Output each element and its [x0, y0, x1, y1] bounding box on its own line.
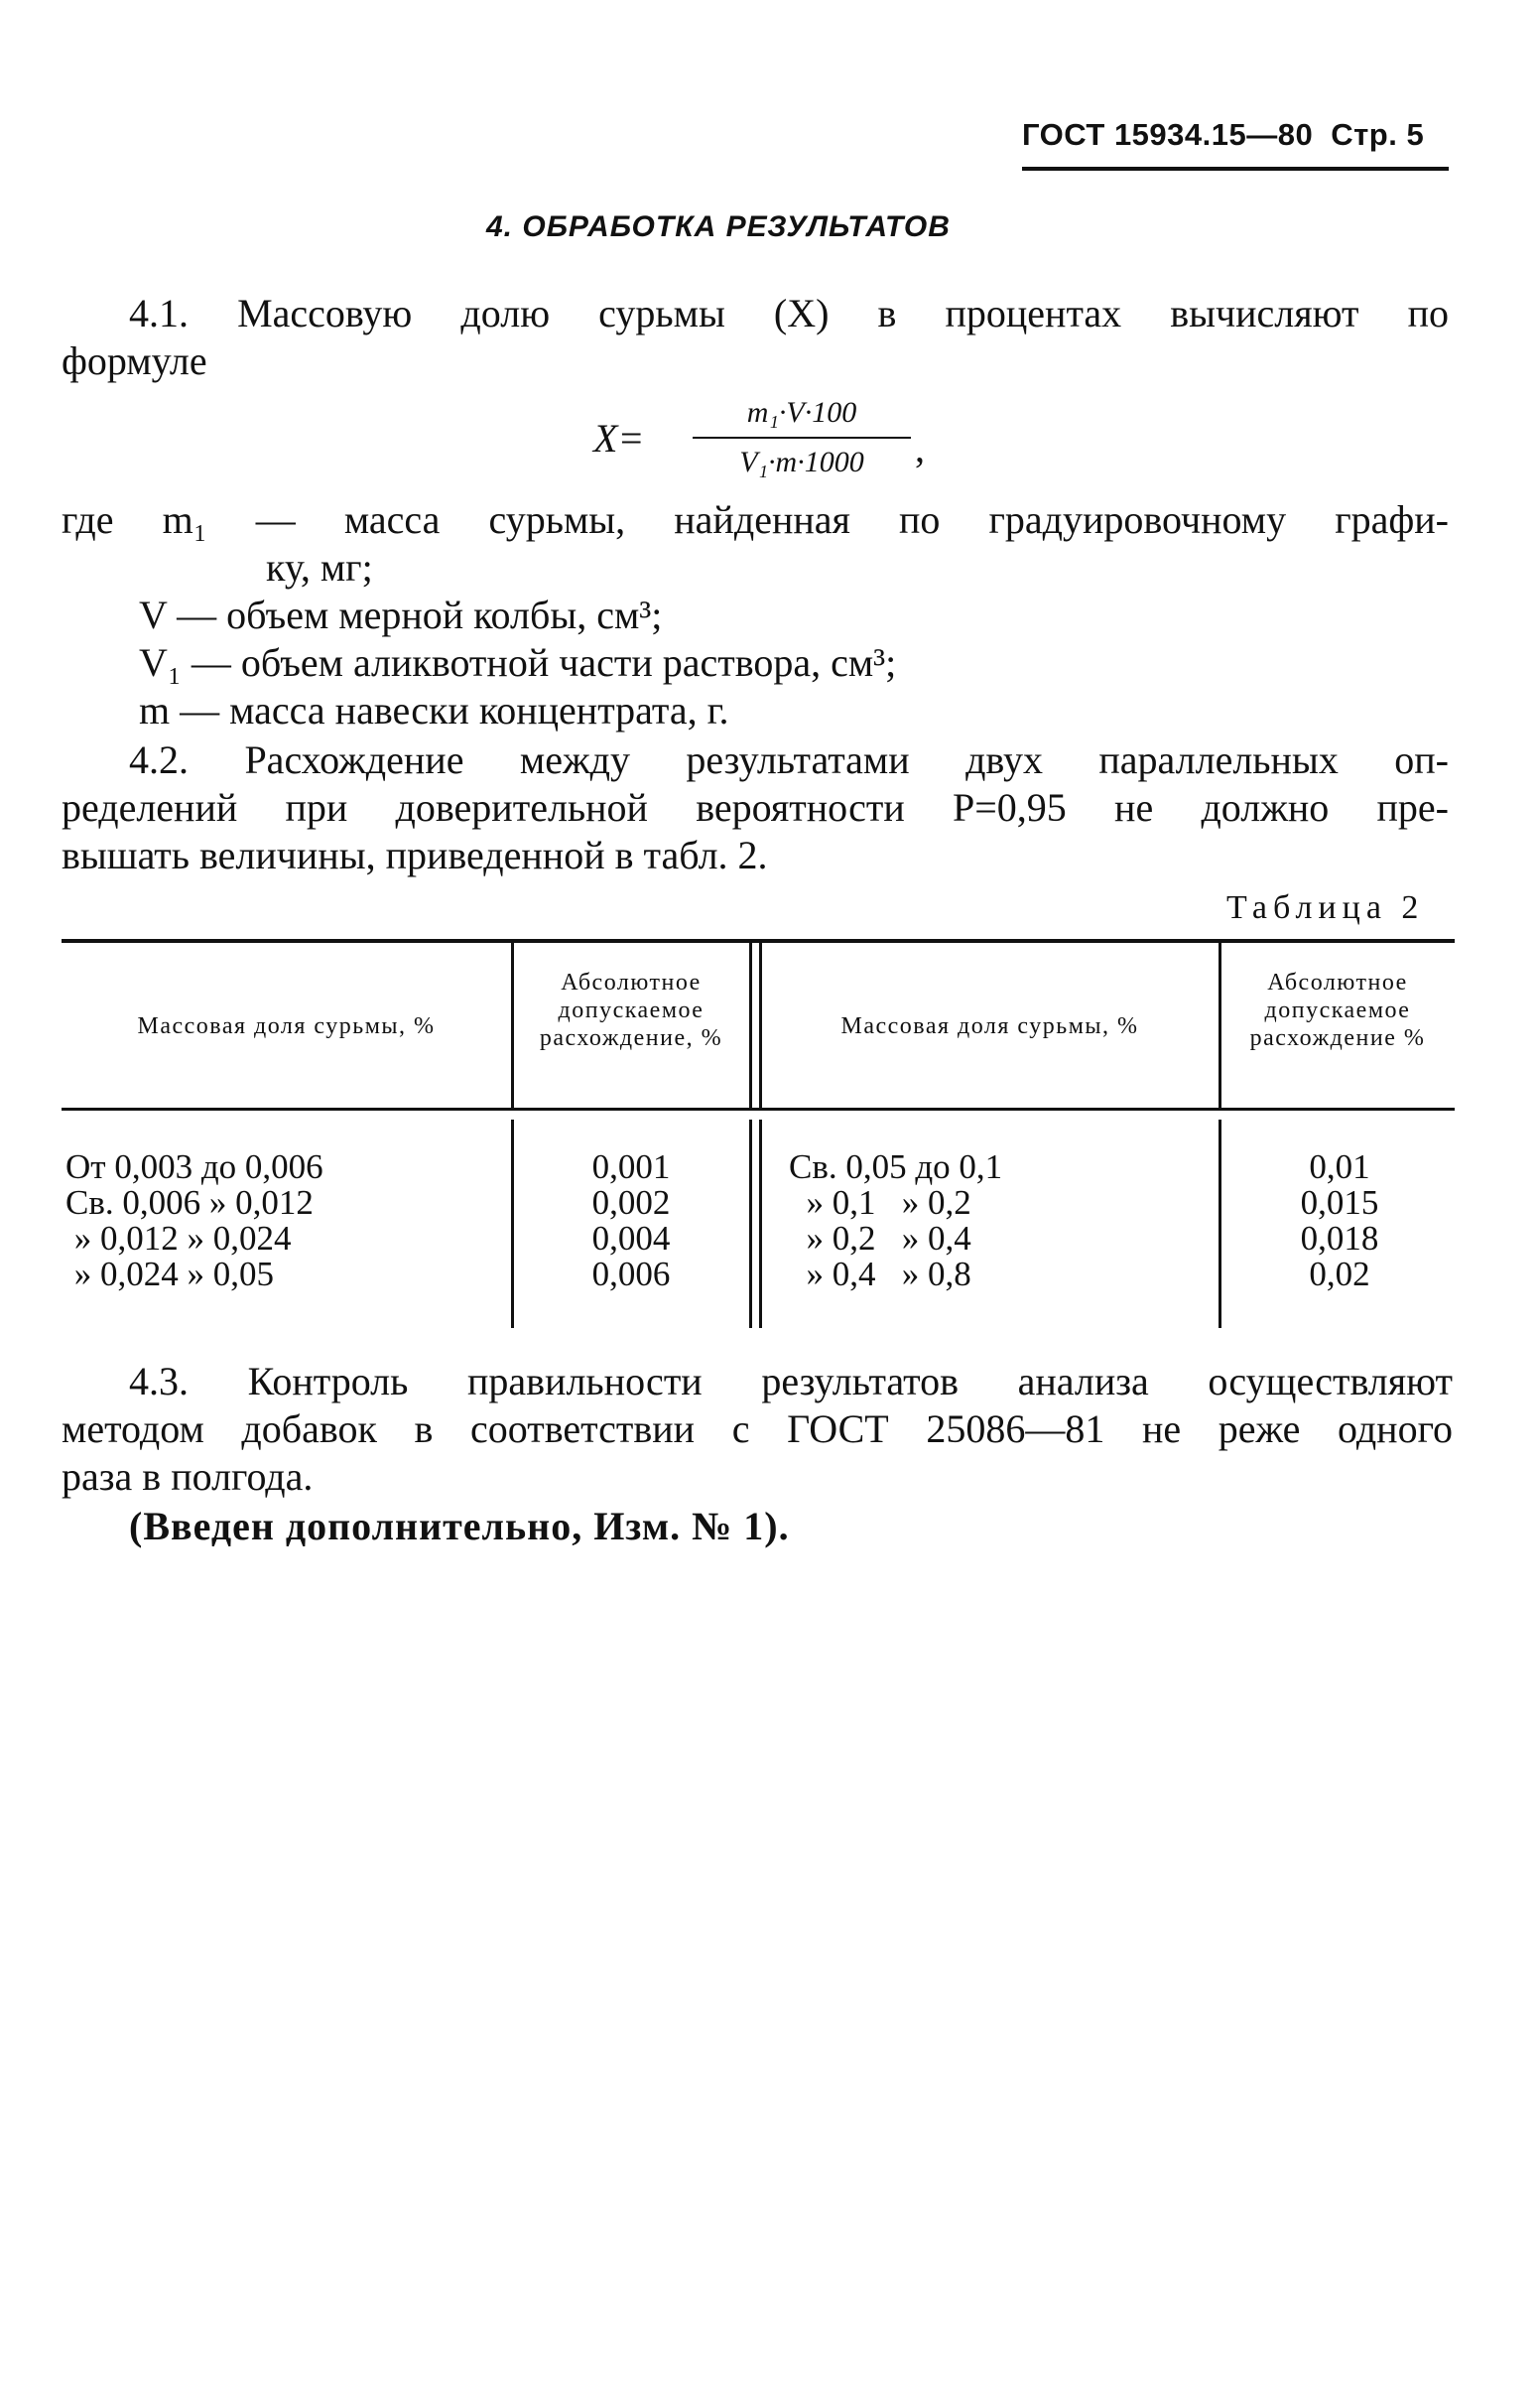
range-cell: » 0,2 » 0,4 — [789, 1219, 971, 1258]
value-cell: 0,001 — [591, 1147, 671, 1186]
range-cell: От 0,003 до 0,006 — [65, 1147, 323, 1186]
table-header-discrepancy-right: Абсолютное допускаемое расхождение % — [1249, 970, 1426, 1051]
formula-lhs: X= — [593, 416, 645, 461]
range-cell: Св. 0,05 до 0,1 — [789, 1147, 1003, 1186]
paragraph-4-3-line2: методом добавок в соответствии с ГОСТ 25086—81 не реже одного — [62, 1406, 1453, 1451]
range-cell: » 0,4 » 0,8 — [789, 1255, 971, 1293]
table-values-left — [516, 1149, 746, 1292]
table-header-discrepancy-left: Абсолютное допускаемое расхождение, % — [539, 970, 723, 1051]
value-cell: 0,015 — [1300, 1183, 1379, 1222]
table-row — [789, 1149, 1002, 1292]
range-cell: Св. 0,006 » 0,012 — [65, 1183, 314, 1222]
table-caption: Таблица 2 — [1226, 889, 1425, 926]
value-cell: 0,01 — [1309, 1147, 1370, 1186]
paragraph-4-2-line2: ределений при доверительной вероятности P=0,95 не должно пре- — [62, 785, 1449, 830]
value-cell: 0,006 — [591, 1255, 671, 1293]
paragraph-4-1-line1: 4.1. Массовую долю сурьмы (X) в процентах вычисляют по — [129, 291, 1449, 335]
amendment-note: (Введен дополнительно, Изм. № 1). — [129, 1504, 790, 1548]
table-body-vline-2a — [749, 1120, 752, 1328]
fraction-bar — [693, 437, 911, 439]
paragraph-4-3-line1: 4.3. Контроль правильности результатов анализа осуществляют — [129, 1359, 1453, 1403]
formula-fraction — [693, 393, 911, 482]
page-number: Стр. 5 — [1331, 117, 1425, 152]
table-top-rule — [62, 939, 1455, 943]
table-header-rule — [62, 1108, 1455, 1111]
where-line2: ку, мг; — [266, 545, 373, 590]
header-rule — [1022, 167, 1449, 171]
value-cell: 0,018 — [1300, 1219, 1379, 1258]
table-vline-2a — [749, 943, 752, 1108]
table-vline-2b — [759, 943, 762, 1108]
table-body-vline-3 — [1219, 1120, 1221, 1328]
table-row — [65, 1149, 323, 1292]
paragraph-4-1-line2: формуле — [62, 338, 207, 383]
where-line5: m — масса навески концентрата, г. — [139, 688, 729, 732]
range-cell: » 0,012 » 0,024 — [65, 1219, 292, 1258]
document-header — [1022, 117, 1424, 153]
table-body-vline-2b — [759, 1120, 762, 1328]
value-cell: 0,004 — [591, 1219, 671, 1258]
range-cell: » 0,1 » 0,2 — [789, 1183, 971, 1222]
paragraph-4-2-line1: 4.2. Расхождение между результатами двух параллельных оп- — [129, 737, 1449, 782]
section-title: 4. ОБРАБОТКА РЕЗУЛЬТАТОВ — [486, 210, 951, 243]
table-header-mass-fraction-left: Массовая доля сурьмы, % — [137, 1013, 436, 1039]
table-values-right — [1224, 1149, 1455, 1292]
paragraph-4-3-line3: раза в полгода. — [62, 1454, 314, 1499]
formula-numerator: m₁·V·100 — [746, 396, 857, 429]
table-body-vline-1 — [511, 1120, 514, 1328]
formula-comma: , — [915, 426, 925, 470]
table-header-mass-fraction-right: Массовая доля сурьмы, % — [840, 1013, 1139, 1039]
formula-denominator: V₁·m·1000 — [739, 446, 864, 478]
table-vline-1 — [511, 943, 514, 1108]
table-vline-3 — [1219, 943, 1221, 1108]
gost-number: ГОСТ 15934.15—80 — [1022, 117, 1314, 152]
paragraph-4-2-line3: вышать величины, приведенной в табл. 2. — [62, 833, 768, 877]
value-cell: 0,002 — [591, 1183, 671, 1222]
range-cell: » 0,024 » 0,05 — [65, 1255, 274, 1293]
value-cell: 0,02 — [1309, 1255, 1370, 1293]
where-line1: где m₁ — масса сурьмы, найденная по градуировочному графи- — [62, 497, 1449, 542]
where-line4: V₁ — объем аликвотной части раствора, см³; — [139, 640, 897, 685]
where-line3: V — объем мерной колбы, см³; — [139, 593, 663, 637]
